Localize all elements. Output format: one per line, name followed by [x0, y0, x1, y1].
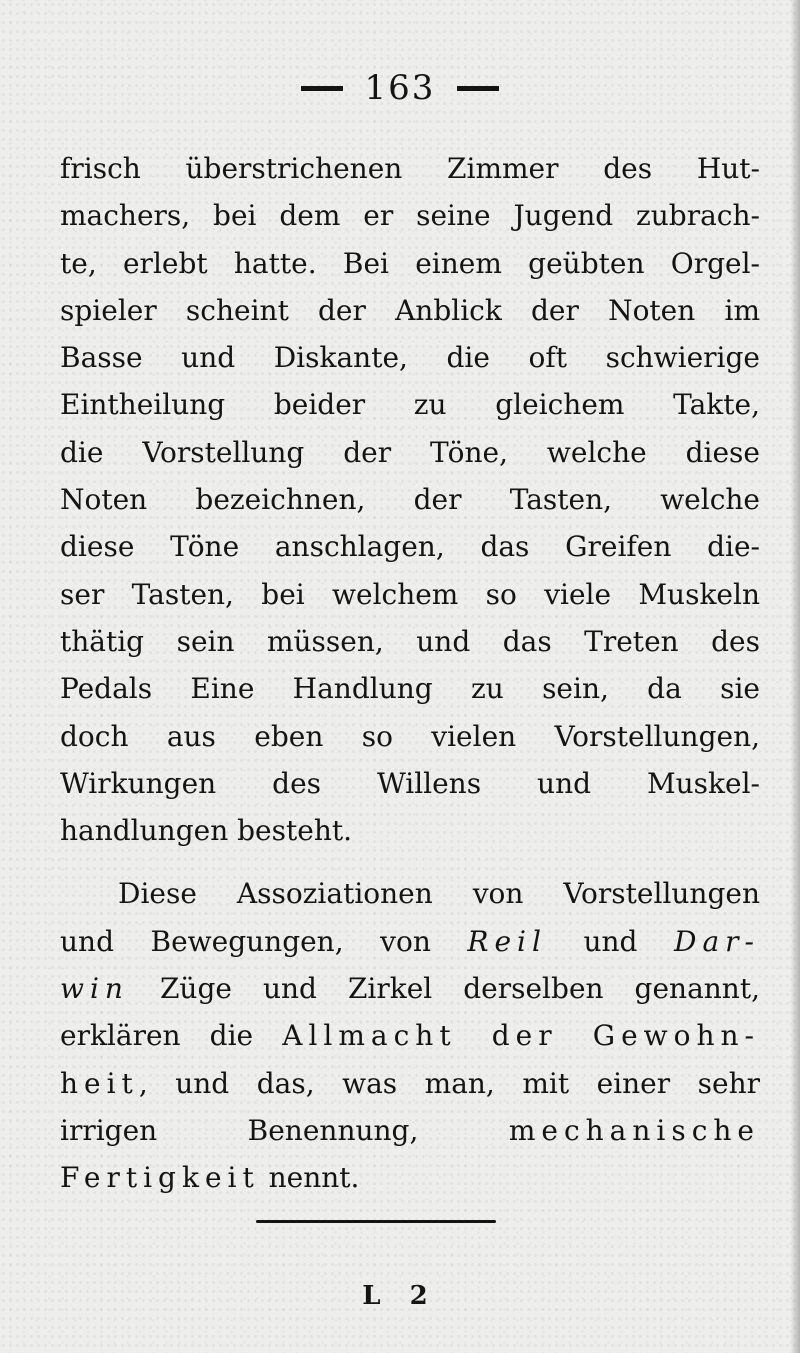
text-line: [60, 918, 760, 965]
emphasized-phrase: mechanische: [508, 1113, 760, 1147]
text-line: te, erlebt hatte. Bei einem geübten Orgel-: [60, 246, 760, 280]
text-line: [60, 965, 760, 1012]
page-edge-shadow: [790, 0, 800, 1353]
text-line: Diese Assoziationen von Vorstellungen: [118, 877, 760, 911]
text-line: Pedals Eine Handlung zu sein, da sie: [60, 672, 760, 706]
text-line: [60, 1012, 760, 1059]
text-segment: nennt.: [259, 1161, 360, 1195]
text-line: Eintheilung beider zu gleichem Takte,: [60, 388, 760, 422]
section-rule: [256, 1220, 496, 1223]
text-line: doch aus eben so vielen Vorstellungen,: [60, 719, 760, 753]
emphasized-phrase: heit: [60, 1066, 139, 1100]
text-line: die Vorstellung der Töne, welche diese: [60, 435, 760, 469]
text-line: machers, bei dem er seine Jugend zubrach-: [60, 199, 760, 233]
text-segment: und Bewegungen, von: [60, 924, 468, 958]
text-line: frisch überstrichenen Zimmer des Hut-: [60, 152, 760, 185]
text-line: Basse und Diskante, die oft schwierige: [60, 341, 760, 375]
paragraph-gap: [60, 854, 760, 870]
text-line: Noten bezeichnen, der Tasten, welche: [60, 483, 760, 517]
text-segment: irrigen Benennung,: [60, 1113, 509, 1147]
text-line: [60, 1154, 760, 1201]
author-name-darwin-start: Dar-: [674, 924, 760, 958]
header-dash-left: [301, 86, 343, 91]
text-segment: und: [546, 924, 674, 958]
signature-mark: L 2: [362, 1281, 438, 1311]
paragraph-1: [60, 145, 760, 854]
emphasized-phrase: Fertigkeit: [60, 1161, 260, 1195]
text-segment: Züge und Zirkel derselben genannt,: [128, 972, 760, 1006]
text-line: [60, 1060, 760, 1107]
text-line: ser Tasten, bei welchem so viele Muskeln: [60, 577, 760, 611]
text-line: spieler scheint der Anblick der Noten im: [60, 293, 760, 327]
paragraph-2: [60, 870, 760, 1201]
text-line: thätig sein müssen, und das Treten des: [60, 624, 760, 658]
author-name-darwin-end: win: [60, 972, 129, 1006]
text-segment: , und das, was man, mit einer sehr: [138, 1066, 760, 1100]
text-line: Wirkungen des Willens und Muskel-: [60, 766, 760, 800]
emphasized-phrase: Allmacht der Gewohn-: [282, 1019, 760, 1053]
body-text: [60, 145, 760, 1202]
page-header: [0, 68, 800, 108]
header-dash-right: [457, 86, 499, 91]
author-name-reil: Reil: [467, 924, 547, 958]
text-line: handlungen besteht.: [60, 814, 353, 848]
page-number: 163: [364, 68, 436, 108]
text-line: [60, 1107, 760, 1154]
text-segment: erklären die: [60, 1019, 283, 1053]
text-line: diese Töne anschlagen, das Greifen die-: [60, 530, 760, 564]
